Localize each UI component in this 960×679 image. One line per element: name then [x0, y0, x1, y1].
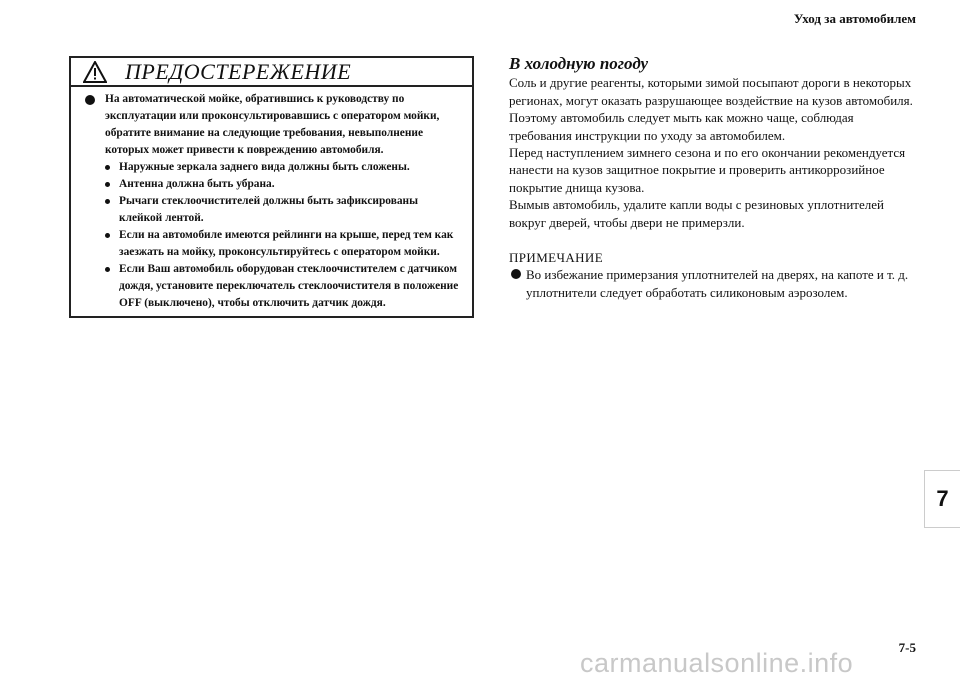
chapter-tab: 7	[924, 470, 960, 528]
watermark: carmanualsonline.info	[580, 648, 854, 678]
warning-main-item	[85, 91, 462, 159]
cold-weather-section	[509, 55, 919, 301]
warning-triangle-icon	[83, 61, 107, 83]
section-title: В холодную погоду	[509, 54, 649, 73]
running-header: Уход за автомобилем	[793, 11, 916, 26]
note-label: ПРИМЕЧАНИЕ	[509, 250, 604, 266]
bullet-dot-icon	[511, 269, 521, 279]
bullet-icon	[105, 165, 110, 170]
note-item	[509, 266, 919, 301]
note-text: Во избежание примерзания уплотнителей на дверях, на капоте и т. д. уплотнители следует обработать силиконовым аэрозолем.	[526, 267, 909, 300]
paragraph: Соль и другие реагенты, которыми зимой посыпают дороги в некоторых регионах, могут оказать разрушающее воздействие на кузов автомобиля. Поэтому автомобиль следует мыть как можно чаще, соблюдая требования инструкции по уходу за автомобилем.	[509, 75, 913, 143]
bullet-icon	[105, 233, 110, 238]
warning-sub-list	[85, 159, 462, 312]
warning-body	[71, 87, 472, 312]
list-item: Антенна должна быть убрана.	[105, 176, 462, 193]
section-body	[509, 74, 919, 231]
list-item: Рычаги стеклоочистителей должны быть зафиксированы клейкой лентой.	[105, 193, 462, 227]
page-number: 7-5	[898, 640, 916, 655]
bullet-icon	[105, 267, 110, 272]
list-item: Если на автомобиле имеются рейлинги на крыше, перед тем как заезжать на мойку, проконсультируйтесь с оператором мойки.	[105, 227, 462, 261]
list-item: Наружные зеркала заднего вида должны быть сложены.	[105, 159, 462, 176]
paragraph: Вымыв автомобиль, удалите капли воды с резиновых уплотнителей вокруг дверей, чтобы двери не примерзли.	[509, 197, 884, 230]
list-item: Если Ваш автомобиль оборудован стеклоочистителем с датчиком дождя, установите переключатель стеклоочистителя в положение OFF (выключено), чтобы отключить датчик дождя.	[105, 261, 462, 312]
warning-main-text: На автоматической мойке, обратившись к руководству по эксплуатации или проконсультировавшись с оператором мойки, обратите внимание на следующие требования, невыполнение которых может привести к повреждению автомобиля.	[105, 93, 440, 156]
warning-box	[69, 56, 474, 318]
bullet-dot-icon	[85, 95, 95, 105]
paragraph: Перед наступлением зимнего сезона и по его окончании рекомендуется нанести на кузов защитное покрытие и проверить антикоррозийное покрытие днища кузова.	[509, 145, 906, 195]
warning-header	[71, 58, 472, 87]
warning-title: ПРЕДОСТЕРЕЖЕНИЕ	[125, 58, 352, 84]
bullet-icon	[105, 182, 110, 187]
bullet-icon	[105, 199, 110, 204]
